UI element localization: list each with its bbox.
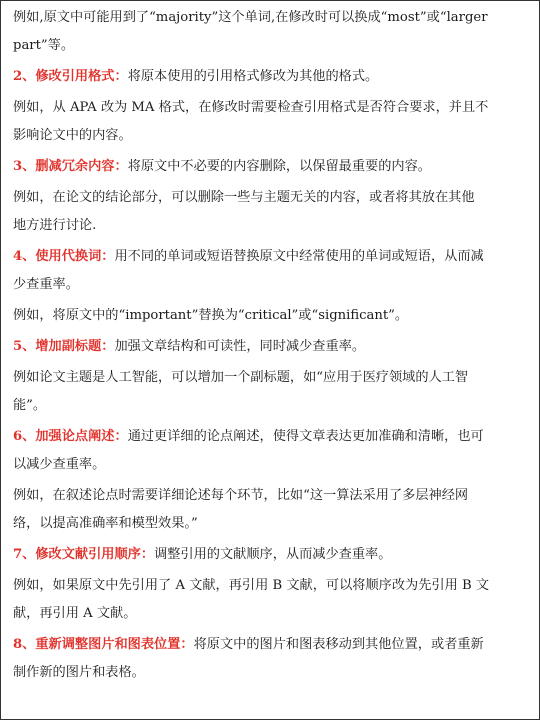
section-number: 5、	[13, 339, 36, 354]
section-number: 8、	[13, 637, 36, 652]
example-text: 影响论文中的内容。	[13, 128, 132, 143]
section-description: 少查重率。	[13, 277, 79, 292]
text-line	[13, 188, 529, 208]
text-line	[13, 604, 529, 624]
section-title: 增加副标题：	[35, 339, 115, 354]
text-line	[13, 8, 529, 28]
text-line	[13, 157, 529, 177]
example-text: 献，再引用 A 文献。	[13, 606, 137, 621]
text-line	[13, 663, 529, 683]
section-description: 用不同的单词或短语替换原文中经常使用的单词或短语，从而减	[114, 249, 484, 264]
section-number: 6、	[13, 429, 36, 444]
text-line	[13, 576, 529, 596]
section-description: 制作新的图片和表格。	[13, 665, 145, 680]
text-line	[13, 337, 529, 357]
section-description: 以减少查重率。	[13, 457, 106, 472]
text-line	[13, 216, 529, 236]
example-text: 能”。	[13, 398, 47, 413]
section-title: 删减冗余内容：	[35, 159, 128, 174]
text-line	[13, 98, 529, 118]
section-heading-paragraph	[13, 628, 529, 687]
section-description: 调整引用的文献顺序，从而减少查重率。	[154, 547, 392, 562]
example-text: 例如,原文中可能用到了“majority”这个单词,在修改时可以换成“most”或“larger	[13, 10, 488, 25]
example-paragraph	[13, 479, 529, 538]
section-heading-paragraph	[13, 538, 529, 569]
section-heading-paragraph	[13, 60, 529, 91]
text-line	[13, 396, 529, 416]
example-text: 例如，在叙述论点时需要详细论述每个环节，比如“这一算法采用了多层神经网	[13, 488, 469, 503]
section-heading-paragraph	[13, 150, 529, 181]
text-line	[13, 306, 529, 326]
section-title: 加强论点阐述：	[35, 429, 128, 444]
section-title: 修改引用格式：	[35, 69, 128, 84]
example-text: 例如，从 APA 改为 MA 格式，在修改时需要检查引用格式是否符合要求，并且不	[13, 100, 489, 115]
text-line	[13, 247, 529, 267]
example-text: 例如，将原文中的“important”替换为“critical”或“significant”。	[13, 308, 409, 323]
section-number: 7、	[13, 547, 36, 562]
text-line	[13, 275, 529, 295]
section-number: 3、	[13, 159, 36, 174]
example-paragraph	[13, 569, 529, 628]
text-line	[13, 635, 529, 655]
section-description: 将原本使用的引用格式修改为其他的格式。	[127, 69, 379, 84]
section-title: 使用代换词：	[35, 249, 115, 264]
text-line	[13, 514, 529, 534]
example-paragraph	[13, 299, 529, 330]
text-line	[13, 427, 529, 447]
section-number: 4、	[13, 249, 36, 264]
example-paragraph	[13, 91, 529, 150]
example-text: 地方进行讨论.	[13, 218, 97, 233]
text-line	[13, 368, 529, 388]
section-description: 通过更详细的论点阐述，使得文章表达更加准确和清晰，也可	[127, 429, 484, 444]
example-text: 例如，如果原文中先引用了 A 文献，再引用 B 文献，可以将顺序改为先引用 B 文	[13, 578, 490, 593]
section-title: 重新调整图片和图表位置：	[35, 637, 194, 652]
example-paragraph	[13, 181, 529, 240]
text-line	[13, 36, 529, 56]
section-number: 2、	[13, 69, 36, 84]
text-line	[13, 455, 529, 475]
example-paragraph	[13, 1, 529, 60]
text-line	[13, 486, 529, 506]
example-text: part”等。	[13, 38, 75, 53]
text-line	[13, 67, 529, 87]
text-line	[13, 545, 529, 565]
section-description: 将原文中不必要的内容删除，以保留最重要的内容。	[127, 159, 431, 174]
example-text: 例如论文主题是人工智能，可以增加一个副标题，如“应用于医疗领域的人工智	[13, 370, 469, 385]
section-heading-paragraph	[13, 330, 529, 361]
example-paragraph	[13, 361, 529, 420]
section-description: 加强文章结构和可读性，同时减少查重率。	[114, 339, 366, 354]
section-heading-paragraph	[13, 240, 529, 299]
section-heading-paragraph	[13, 420, 529, 479]
section-description: 将原文中的图片和图表移动到其他位置，或者重新	[193, 637, 484, 652]
section-title: 修改文献引用顺序：	[35, 547, 155, 562]
example-text: 例如，在论文的结论部分，可以删除一些与主题无关的内容，或者将其放在其他	[13, 190, 475, 205]
text-line	[13, 126, 529, 146]
example-text: 络，以提高准确率和模型效果。”	[13, 516, 198, 531]
